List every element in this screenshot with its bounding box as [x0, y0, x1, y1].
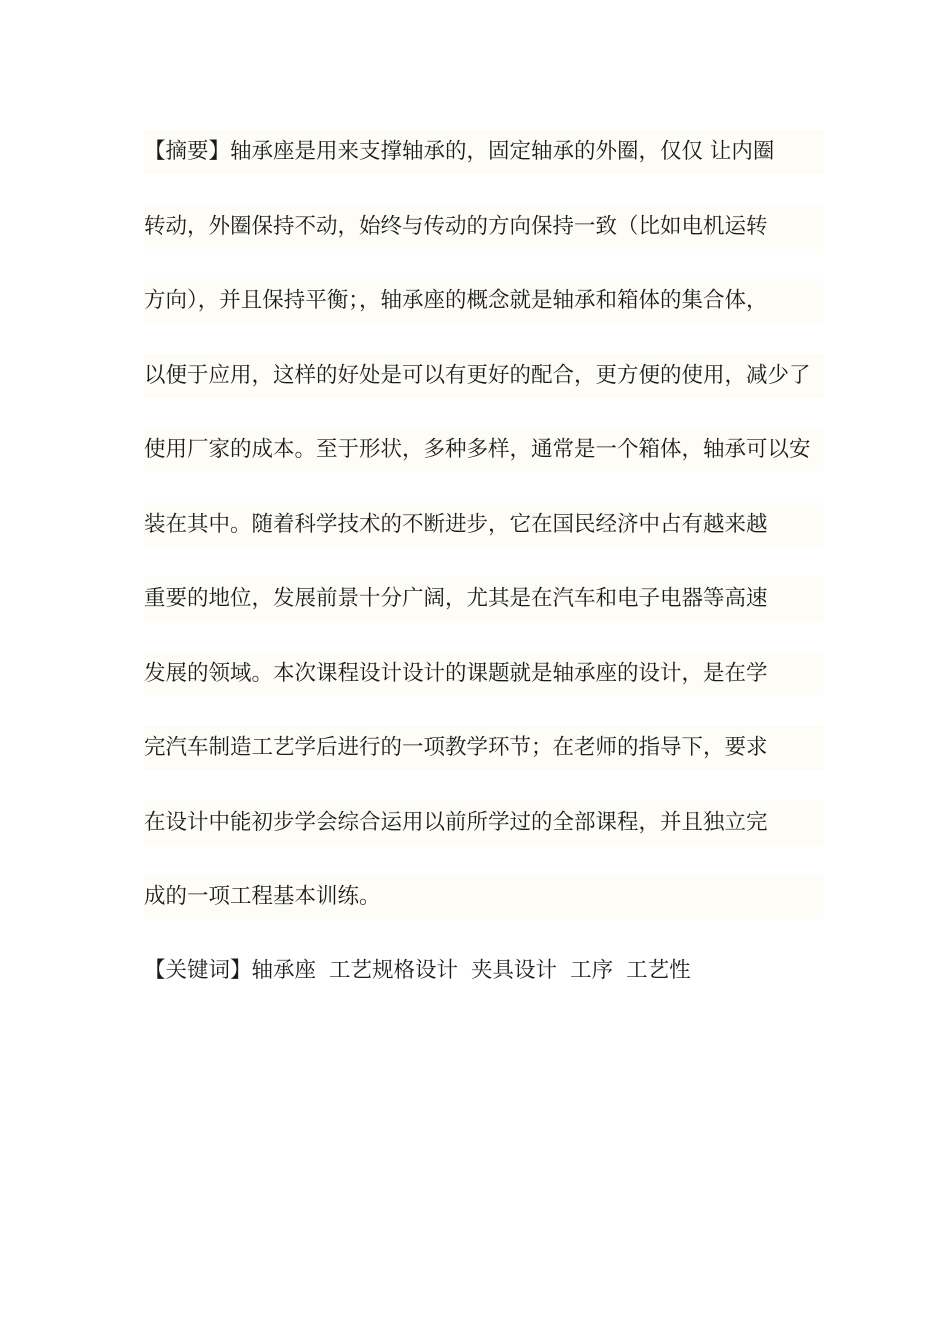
abstract-line: 装在其中。随着科学技术的不断进步，它在国民经济中占有越来越	[144, 503, 824, 578]
abstract-line: 成的一项工程基本训练。	[144, 875, 824, 950]
abstract-line: 在设计中能初步学会综合运用以前所学过的全部课程，并且独立完	[144, 801, 824, 876]
keywords-label: 【关键词】	[144, 958, 252, 983]
keyword-item: 轴承座	[251, 958, 317, 983]
keyword-item: 工艺规格设计	[329, 958, 459, 983]
abstract-line: 方向），并且保持平衡；，轴承座的概念就是轴承和箱体的集合体，	[144, 279, 824, 354]
abstract-line: 【摘要】轴承座是用来支撑轴承的，固定轴承的外圈，仅仅 让内圈	[144, 130, 824, 205]
keyword-item: 工序	[570, 958, 614, 983]
abstract-line: 以便于应用，这样的好处是可以有更好的配合，更方便的使用，减少了	[144, 354, 824, 429]
abstract-line: 使用厂家的成本。至于形状，多种多样，通常是一个箱体，轴承可以安	[144, 428, 824, 503]
keyword-item: 工艺性	[626, 958, 691, 983]
keyword-item: 夹具设计	[471, 958, 558, 983]
abstract-line: 重要的地位，发展前景十分广阔，尤其是在汽车和电子电器等高速	[144, 577, 824, 652]
abstract-line: 发展的领域。本次课程设计设计的课题就是轴承座的设计，是在学	[144, 652, 824, 727]
abstract-line: 转动，外圈保持不动，始终与传动的方向保持一致（比如电机运转	[144, 205, 824, 280]
keywords-line	[144, 949, 691, 993]
abstract-line: 完汽车制造工艺学后进行的一项教学环节；在老师的指导下，要求	[144, 726, 824, 801]
abstract-section	[144, 130, 824, 950]
